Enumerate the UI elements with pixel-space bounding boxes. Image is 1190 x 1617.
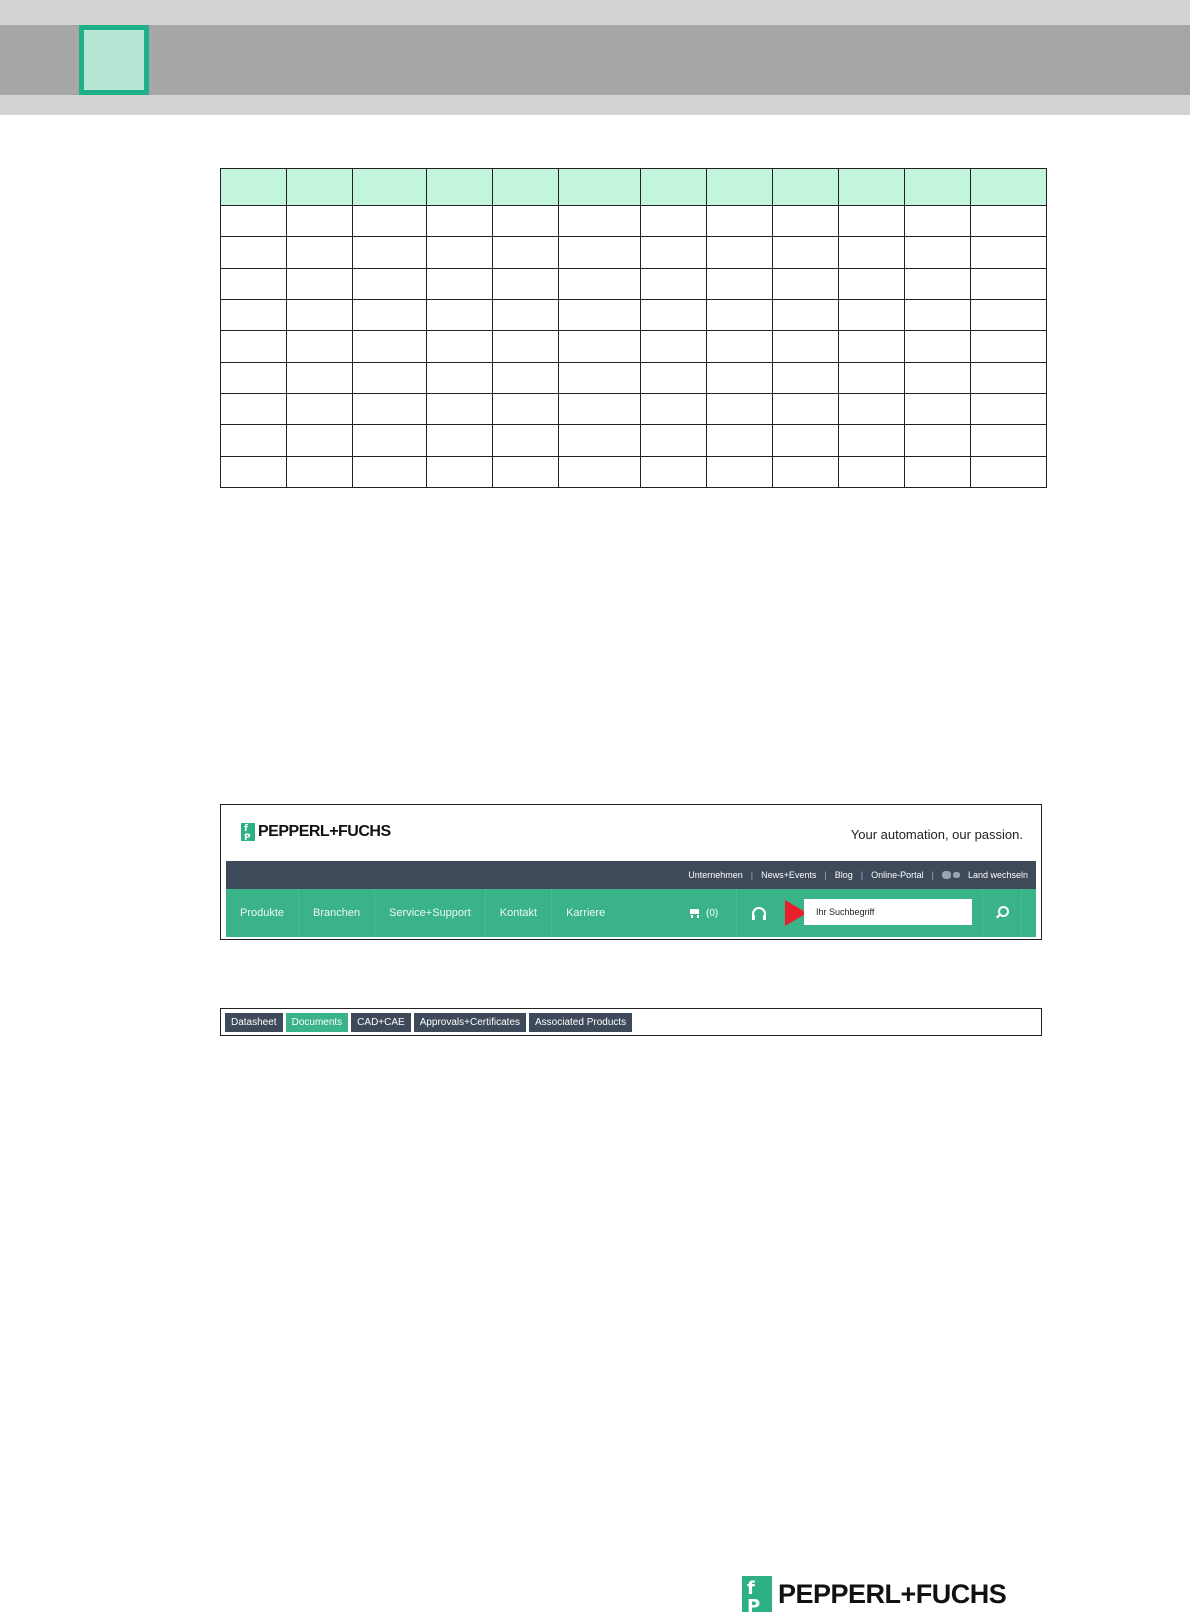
table-cell (493, 206, 559, 237)
table-row (221, 237, 1047, 268)
table-row (221, 268, 1047, 299)
table-cell (641, 237, 707, 268)
table-cell (971, 331, 1047, 362)
table-header-cell (287, 169, 353, 206)
nav-item-branchen[interactable]: Branchen (299, 889, 375, 937)
table-cell (707, 456, 773, 487)
table-cell (905, 237, 971, 268)
table-cell (641, 456, 707, 487)
table-cell (773, 362, 839, 393)
table-cell (221, 237, 287, 268)
top-link-blog[interactable]: Blog (834, 870, 853, 880)
tagline: Your automation, our passion. (850, 827, 1023, 842)
table-cell (353, 362, 427, 393)
tab-cad-cae[interactable]: CAD+CAE (351, 1013, 411, 1032)
table-cell (905, 268, 971, 299)
table-cell (427, 331, 493, 362)
table-cell (559, 362, 641, 393)
table-cell (839, 268, 905, 299)
table-cell (427, 268, 493, 299)
table-cell (905, 425, 971, 456)
table-cell (221, 393, 287, 424)
top-link-online-portal[interactable]: Online-Portal (871, 870, 924, 880)
table-header-row (221, 169, 1047, 206)
table-cell (559, 237, 641, 268)
table-row (221, 393, 1047, 424)
product-tab-bar (220, 1008, 1042, 1036)
table-cell (221, 331, 287, 362)
table-cell (641, 393, 707, 424)
nav-item-produkte[interactable]: Produkte (226, 889, 299, 937)
table-cell (773, 425, 839, 456)
table-cell (905, 299, 971, 330)
table-cell (353, 206, 427, 237)
table-cell (641, 425, 707, 456)
table-cell (427, 299, 493, 330)
table-header-cell (707, 169, 773, 206)
website-header-screenshot (220, 804, 1042, 940)
table-cell (493, 393, 559, 424)
top-navigation (226, 861, 1036, 889)
cart-icon (688, 909, 700, 918)
link-separator: | (750, 870, 754, 880)
table-cell (353, 331, 427, 362)
table-cell (287, 331, 353, 362)
table-cell (905, 393, 971, 424)
table-cell (773, 393, 839, 424)
search-button[interactable] (982, 889, 1022, 937)
table-cell (905, 362, 971, 393)
table-cell (839, 237, 905, 268)
table-cell (641, 362, 707, 393)
table-cell (839, 362, 905, 393)
table-cell (353, 393, 427, 424)
top-link-news-events[interactable]: News+Events (761, 870, 817, 880)
table-cell (353, 425, 427, 456)
table-cell (559, 268, 641, 299)
cart-count: (0) (706, 907, 719, 919)
table-cell (971, 425, 1047, 456)
link-separator: | (931, 870, 934, 880)
table-cell (839, 206, 905, 237)
table-cell (971, 268, 1047, 299)
link-separator: | (824, 870, 827, 880)
table-header-cell (773, 169, 839, 206)
table-cell (971, 456, 1047, 487)
table-cell (773, 206, 839, 237)
table-cell (287, 456, 353, 487)
nav-item-karriere[interactable]: Karriere (566, 907, 606, 919)
table-cell (641, 299, 707, 330)
table-cell (493, 237, 559, 268)
search-icon (998, 906, 1009, 917)
table-cell (559, 456, 641, 487)
table-cell (427, 237, 493, 268)
table-cell (839, 331, 905, 362)
table-cell (493, 299, 559, 330)
main-navigation (226, 889, 1036, 937)
table-cell (287, 237, 353, 268)
table-cell (971, 299, 1047, 330)
country-switch-link[interactable]: Land wechseln (967, 870, 1028, 880)
table-cell (773, 456, 839, 487)
table-cell (353, 268, 427, 299)
table-cell (287, 425, 353, 456)
table-cell (559, 425, 641, 456)
table-header-cell (221, 169, 287, 206)
table-cell (971, 206, 1047, 237)
table-cell (221, 362, 287, 393)
table-cell (221, 206, 287, 237)
brand-logo[interactable] (241, 823, 391, 841)
tab-associated-products[interactable]: Associated Products (529, 1013, 632, 1032)
table-cell (427, 456, 493, 487)
brand-name: PEPPERL+FUCHS (258, 823, 391, 840)
table-cell (287, 268, 353, 299)
table-cell (353, 456, 427, 487)
table-header-cell (839, 169, 905, 206)
table-cell (905, 456, 971, 487)
table-cell (971, 237, 1047, 268)
table-cell (221, 425, 287, 456)
table-cell (641, 268, 707, 299)
table-cell (427, 425, 493, 456)
table-cell (493, 268, 559, 299)
table-row (221, 425, 1047, 456)
table-header-cell (427, 169, 493, 206)
nav-item-kontakt[interactable]: Kontakt (486, 889, 552, 937)
table-cell (773, 268, 839, 299)
table-cell (493, 425, 559, 456)
table-cell (353, 299, 427, 330)
tab-documents[interactable]: Documents (286, 1013, 349, 1032)
table-cell (427, 362, 493, 393)
tab-approvals-certificates[interactable]: Approvals+Certificates (414, 1013, 526, 1032)
search-input[interactable] (804, 899, 972, 925)
header-band-bottom (0, 95, 1190, 115)
header-band-top (0, 0, 1190, 25)
table-cell (707, 331, 773, 362)
table-row (221, 362, 1047, 393)
table-cell (707, 299, 773, 330)
header-band (0, 25, 1190, 95)
table-cell (221, 268, 287, 299)
logo-mark-icon: f P (241, 823, 255, 841)
chapter-marker (79, 25, 149, 95)
table-cell (773, 331, 839, 362)
table-cell (707, 268, 773, 299)
table-cell (707, 425, 773, 456)
logo-mark-icon: f P (742, 1576, 772, 1612)
table-cell (707, 362, 773, 393)
table-cell (971, 362, 1047, 393)
headset-icon[interactable] (752, 907, 766, 918)
table-header-cell (905, 169, 971, 206)
tab-datasheet[interactable]: Datasheet (225, 1013, 283, 1032)
table-row (221, 456, 1047, 487)
table-cell (839, 425, 905, 456)
table-cell (287, 206, 353, 237)
table-header-cell (353, 169, 427, 206)
table-header-cell (641, 169, 707, 206)
footer-logo (742, 1576, 1007, 1617)
table-row (221, 299, 1047, 330)
table-cell (221, 456, 287, 487)
table-cell (559, 331, 641, 362)
table-cell (493, 331, 559, 362)
table-cell (427, 206, 493, 237)
nav-item-service-support[interactable]: Service+Support (375, 889, 486, 937)
table-cell (773, 237, 839, 268)
table-cell (707, 206, 773, 237)
table-cell (641, 331, 707, 362)
footer-brand-name: PEPPERL+FUCHS (778, 1578, 1007, 1609)
table-cell (641, 206, 707, 237)
table-cell (839, 299, 905, 330)
table-header-cell (493, 169, 559, 206)
table-cell (707, 393, 773, 424)
top-link-unternehmen[interactable]: Unternehmen (688, 870, 743, 880)
table-row (221, 331, 1047, 362)
table-cell (707, 237, 773, 268)
table-cell (971, 393, 1047, 424)
table-cell (493, 456, 559, 487)
table-cell (559, 206, 641, 237)
table-cell (905, 206, 971, 237)
table-cell (427, 393, 493, 424)
table-cell (905, 331, 971, 362)
table-cell (221, 299, 287, 330)
table-cell (839, 456, 905, 487)
globe-icon (942, 870, 960, 880)
cart-button[interactable] (688, 889, 737, 937)
table-cell (773, 299, 839, 330)
table-cell (559, 299, 641, 330)
table-row (221, 206, 1047, 237)
table-header-cell (559, 169, 641, 206)
table-cell (353, 237, 427, 268)
link-separator: | (860, 870, 864, 880)
empty-grid-table (220, 168, 1047, 488)
table-cell (493, 362, 559, 393)
table-cell (287, 393, 353, 424)
table-cell (559, 393, 641, 424)
table-cell (287, 362, 353, 393)
table-header-cell (971, 169, 1047, 206)
table-cell (839, 393, 905, 424)
table-cell (287, 299, 353, 330)
